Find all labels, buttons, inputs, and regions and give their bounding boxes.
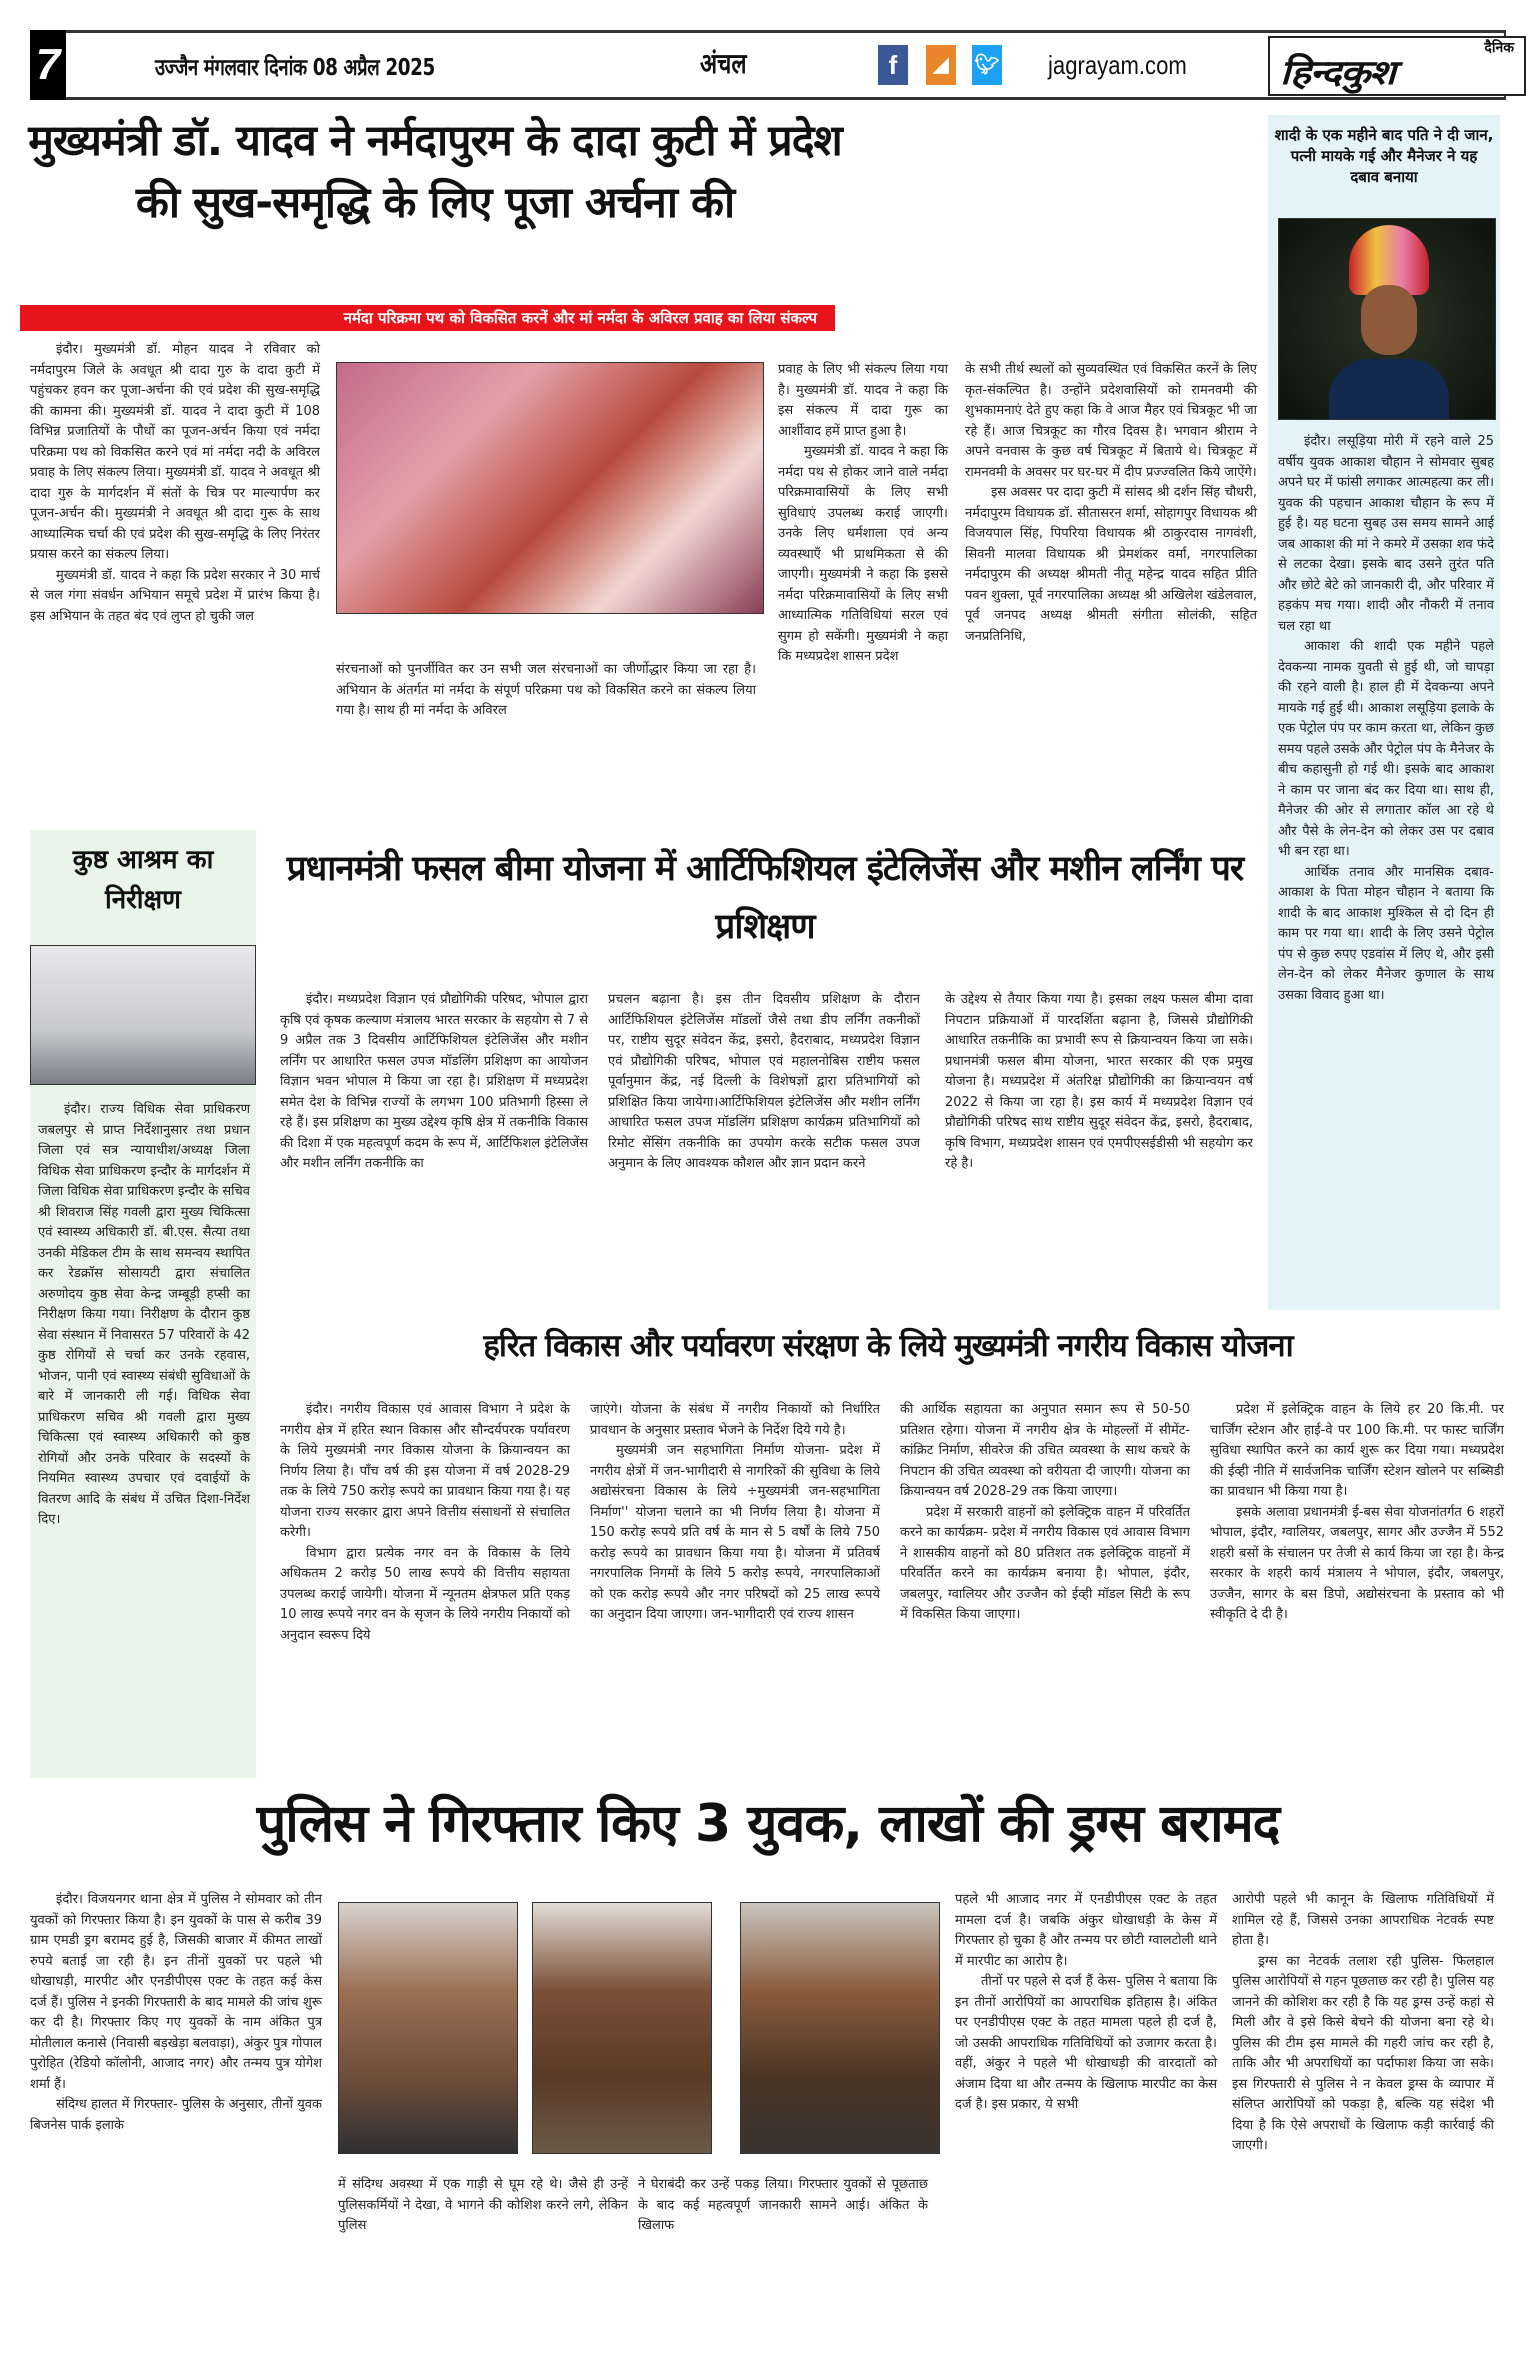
paragraph: प्रचलन बढ़ाना है। इस तीन दिवसीय प्रशिक्षण के दौरान आर्टिफिशियल इंटेलिजेंस मॉडलों जैसे तथा डीप लर्निंग तकनीकों पर, राष्टीय सुदूर संवेदन केंद्र, इसरो, हैदराबाद, मध्यप्रदेश विज्ञान एवं प्रौद्योगिकी परिषद, भोपाल एवं महालनोबिस राष्टीय फसल पूर्वानुमान केंद्र, नई दिल्ली के विशेषज्ञों द्वारा प्रतिभागियों को प्रशिक्षित किया जायेगा।आर्टिफिशियल इंटेलिजेंस और मशीन लर्निंग आधारित फसल उपज मॉडलिंग प्रशिक्षण कार्यक्रम प्रतिभागियों को रिमोट सेंसिंग तकनीकि का उपयोग करके सटीक फसल उपज अनुमान के लिए आवश्यक कौशल और ज्ञान प्रदान करने [608,992,920,1171]
sidebar-right-body [1278,432,1494,1006]
paragraph: इसके अलावा प्रधानमंत्री ई-बस सेवा योजनांतर्गत 6 शहरों भोपाल, इंदौर, ग्वालियर, जबलपुर, सागर और उज्जैन में 552 शहरी बसों के संचालन पर तेजी से कार्य किया जा रहा है। केन्द्र सरकार के शहरी कार्य मंत्रालय ने भोपाल, इंदौर, जबलपुर, उज्जैन, सागर के बस डिपो, अद्योसंरचना के प्रस्ताव को भी स्वीकृति दे दी है। [1210,1504,1504,1622]
face-shape [1361,285,1417,355]
story1-photo [336,362,764,614]
newspaper-logo [1268,36,1526,96]
page-number: 7 [30,30,66,100]
paragraph: ड्रग्स का नेटवर्क तलाश रही पुलिस- फिलहाल पुलिस आरोपियों से गहन पूछताछ कर रही है। पुलिस यह जानने की कोशिश कर रही है कि यह ड्रग्स उन्हें कहां से मिली और वे इसे किसे बेचने की योजना बना रहे थे। पुलिस की टीम इस मामले की गहरी जांच कर रही है, ताकि और भी अपराधियों का पर्दाफाश किया जा सके। इस गिरफ्तारी से पुलिस ने न केवल ड्रग्स के व्यापार में संलिप्त आरोपियों को पकड़ा है, बल्कि यह संदेश भी दिया है कि ऐसे अपराधों के खिलाफ कड़ी कार्रवाई की जाएगी। [1232,1953,1494,2153]
paragraph: आरोपी पहले भी कानून के खिलाफ गतिविधियों में शामिल रहे हैं, जिससे उनका आपराधिक नेटवर्क स्पष्ट होता है। [1232,1892,1494,1948]
paragraph: के उद्देश्य से तैयार किया गया है। इसका लक्ष्य फसल बीमा दावा निपटान प्रक्रियाओं में पारदर्शिता बढ़ाना है, जिससे प्रौद्योगिकी आधारित तकनीकि का प्रभावी रूप से क्रियान्वयन किया जा सके। प्रधानमंत्री फसल बीमा योजना, भारत सरकार की एक प्रमुख योजना है। मध्यप्रदेश में अंतरिक्ष प्रौद्योगिकी का क्रियान्वयन वर्ष 2022 से किया जा रहा है। इस कार्य में मध्यप्रदेश विज्ञान एवं प्रौद्योगिकी परिषद साथ राष्टीय सुदूर संवेदन केंद्र, इसरो, हैदराबाद, कृषि विभाग, मध्यप्रदेश शासन एवं एमपीएसईडीसी भी सहयोग कर रहे है। [945,992,1253,1171]
sidebar-left-photo [30,945,256,1085]
story3-col1 [280,1400,570,1646]
paragraph: के सभी तीर्थ स्थलों को सुव्यवस्थित एवं विकसित करनें के लिए कृत-संकल्पित है। उन्होंने प्रदेशवासियों को रामनवमी की शुभकामनाएं देते हुए कहा कि वे आज मैहर एवं चित्रकूट भी जा रहे हैं। आज चित्रकूट का गौरव दिवस है। भगवान श्रीराम ने अपने वनवास के कुछ वर्ष चित्रकूट में बिताये थे। चित्रकूट में रामनवमी के अवसर पर घर-घर में दीप प्रज्ज्वलित किये जाऐंगे। [965,362,1257,480]
story3-col2 [590,1400,880,1626]
accused-photo-1 [338,1902,518,2154]
story1-col4 [965,360,1257,647]
website-link[interactable]: jagrayam.com [1048,50,1187,80]
twitter-icon[interactable]: 🐦︎ [972,45,1002,85]
paragraph: पहले भी आजाद नगर में एनडीपीएस एक्ट के तहत मामला दर्ज है। जबकि अंकुर धोखाधड़ी के केस में गिरफ्तार हो चुका है और तन्मय पर छोटी ग्वालटोली थाने में मारपीट का आरोप है। [955,1892,1217,1969]
paragraph: ने घेराबंदी कर उन्हें पकड़ लिया। गिरफ्तार युवकों से पूछताछ के बाद कई महत्वपूर्ण जानकारी सामने आई। अंकित के खिलाफ [638,2177,928,2233]
paragraph: इंदौर। विजयनगर थाना क्षेत्र में पुलिस ने सोमवार को तीन युवकों को गिरफ्तार किया है। इन युवकों के पास से करीब 39 ग्राम एमडी ड्रग बरामद हुई है, जिसकी बाजार में कीमत लाखों रुपये बताई जा रही है। इन तीनों युवकों पर पहले भी धोखाधड़ी, मारपीट और एनडीपीएस एक्ट के तहत कई केस दर्ज हैं। पुलिस ने इनकी गिरफ्तारी के बाद मामले की जांच शुरू कर दी है। गिरफ्तार किए गए युवकों के नाम अंकित पुत्र मोतीलाल कनासे (निवासी बड़खेड़ा बलवाड़ा), अंकुर पुत्र गोपाल पुरोहित (रेडियो कॉलोनी, आजाद नगर) और तन्मय पुत्र योगेश शर्मा हैं। [30,1892,322,2092]
story4-col1 [30,1890,322,2136]
logo-title: हिन्दकुश [1280,53,1395,93]
paragraph: इस अवसर पर दादा कुटी में सांसद श्री दर्शन सिंह चौधरी, नर्मदापुरम विधायक डॉ. सीतासरन शर्मा, सोहागपुर विधायक श्री विजयपाल सिंह, पिपरिया विधायक श्री ठाकुरदास नागवंशी, सिवनी मालवा विधायक श्री प्रेमशंकर वर्मा, नगरपालिका नर्मदापुरम की अध्यक्ष श्रीमती नीतू महेन्द्र यादव सहित प्रीति पवन शुक्ला, पूर्व नगरपालिका अध्यक्ष श्री अखिलेश खंडेलवाल, पूर्व जनपद अध्यक्ष श्रीमती संगीता सोलंकी, सहित जनप्रतिनिधि, [965,485,1257,644]
story4-col3 [638,2175,928,2237]
paragraph: विभाग द्वारा प्रत्येक नगर वन के विकास के लिये अधिकतम 2 करोड़ 50 लाख रूपये की वित्तीय सहायता उपलब्ध कराई जायेगी। योजना में न्यूनतम क्षेत्रफल प्रति एकड़ 10 लाख रूपये नगर वन के सृजन के लिये नगरीय निकायों को अनुदान स्वरूप दिये [280,1545,570,1643]
story1-col1 [30,340,320,627]
paragraph: इंदौर। लसूड़िया मोरी में रहने वाले 25 वर्षीय युवक आकाश चौहान ने सोमवार सुबह अपने घर में फांसी लगाकर आत्महत्या कर ली। युवक की पहचान आकाश चौहान के रूप में हुई है। यह घटना सुबह उस समय सामने आई जब आकाश की मां ने कमरे में उसका शव फंदे से लटका देखा। इसके बाद उसने तुरंत पति और छोटे बेटे को जानकारी दी, और परिवार में हड़कंप मच गया। शादी और नौकरी में तनाव चल रहा था [1278,434,1494,634]
story2-headline: प्रधानमंत्री फसल बीमा योजना में आर्टिफिशियल इंटेलिजेंस और मशीन लर्निंग पर प्रशिक्षण [286,849,1244,947]
sidebar-left-body [38,1100,250,1531]
paragraph: संरचनाओं को पुनर्जीवित कर उन सभी जल संरचनाओं का जीर्णोद्धार किया जा रहा है। अभियान के अंतर्गत मां नर्मदा के संपूर्ण परिक्रमा पथ को विकसित करने का संकल्प लिया गया है। साथ ही मां नर्मदा के अविरल [336,662,756,718]
paragraph: प्रदेश में सरकारी वाहनों को इलेक्ट्रिक वाहन में परिवर्तित करने का कार्यक्रम- प्रदेश में नगरीय विकास एवं आवास विभाग ने शासकीय वाहनों को 80 प्रतिशत तक इलेक्ट्रिक वाहनों में परिवर्तित करने का कार्यक्रम बनाया है। भोपाल, इंदौर, जबलपुर, ग्वालियर और उज्जैन को ईव्ही मॉडल सिटी के रूप में विकसित किया जाएगा। [900,1504,1190,1622]
paragraph: तीनों पर पहले से दर्ज हैं केस- पुलिस ने बताया कि इन तीनों आरोपियों का आपराधिक इतिहास है। अंकित पर एनडीपीएस एक्ट के तहत मामला पहले ही दर्ज है, जो उसकी आपराधिक गतिविधियों को उजागर करता है। वहीं, अंकुर ने पहले भी धोखाधड़ी की वारदातों को अंजाम दिया था और तन्मय के खिलाफ मारपीट का केस दर्ज है। इस प्रकार, ये सभी [955,1974,1217,2112]
paragraph: मुख्यमंत्री डॉ. यादव ने कहा कि प्रदेश सरकार ने 30 मार्च से जल गंगा संवर्धन अभियान समूचे प्रदेश में प्रारंभ किया है। इस अभियान के तहत बंद एवं लुप्त हो चुकी जल [30,567,320,624]
story2-col1 [280,990,588,1175]
paragraph: जाएंगे। योजना के संबंध में नगरीय निकायों को निर्धारित प्रावधान के अनुसार प्रस्ताव भेजने के निर्देश दिये गये है। [590,1402,880,1438]
story3-col4 [1210,1400,1504,1626]
story1-subhead: नर्मदा परिक्रमा पथ को विकसित करनें और मां नर्मदा के अविरल प्रवाह का लिया संकल्प [20,305,835,331]
paragraph: आकाश की शादी एक महीने पहले देवकन्या नामक युवती से हुई थी, जो चापड़ा की रहने वाली है। हाल ही में देवकन्या अपने मायके गई हुई थी। आकाश लसूड़िया इलाके के एक पेट्रोल पंप पर काम करता था, लेकिन कुछ समय पहले उसके और पेट्रोल पंप के मैनेजर के बीच कहासुनी हो गई थी। इसके बाद आकाश ने काम पर जाना बंद कर दिया था। साथ ही, मैनेजर की ओर से लगातार कॉल आ रहे थे और पैसे के लेन-देन को लेकर उस पर दबाव भी बन रहा था। [1278,639,1494,859]
paragraph: इंदौर। राज्य विधिक सेवा प्राधिकरण जबलपुर से प्राप्त निर्देशानुसार तथा प्रधान जिला एवं सत्र न्यायाधीश/अध्यक्ष जिला विधिक सेवा प्राधिकरण इन्दौर के मार्गदर्शन में जिला विधिक सेवा प्राधिकरण इन्दौर के सचिव श्री शिवराज सिंह गवली द्वारा मुख्य चिकित्सा एवं स्वास्थ्य अधिकारी डॉ. बी.एस. सैत्या तथा उनकी मेडिकल टीम के साथ समन्वय स्थापित कर रेडक्रॉस सोसायटी द्वारा संचालित अरुणोदय कुष्ठ सेवा केन्द्र जम्बूड़ी हप्सी का निरीक्षण किया गया। निरीक्षण के दौरान कुष्ठ सेवा संस्थान में निवासरत 57 परिवारों के 42 कुष्ठ रोगियों से चर्चा कर उनके रहवास, भोजन, पानी एवं स्वास्थ्य संबंधी सुविधाओं के बारे में जानकारी ली गई। विधिक सेवा प्राधिकरण सचिव श्री गवली द्वारा मुख्य चिकित्सा एवं स्वास्थ्य अधिकारी को कुष्ठ रोगियों और उनके परिवार के सदस्यों के नियमित स्वास्थ्य उपचार एवं दवाईयों के वितरण आदि के संबंध में उचित दिशा-निर्देश दिए। [38,1102,250,1527]
story1-headline: मुख्यमंत्री डॉ. यादव ने नर्मदापुरम के दादा कुटी में प्रदेश की सुख-समृद्धि के लिए पूजा अर्चना की [28,116,842,228]
paragraph: प्रदेश में इलेक्ट्रिक वाहन के लिये हर 20 कि.मी. पर चार्जिंग स्टेशन और हाई-वे पर 100 कि.मी. पर फास्ट चार्जिंग सुविधा स्थापित करने का कार्य शुरू कर दिया गया। मध्यप्रदेश की ईव्ही नीति में सार्वजनिक चार्जिंग स्टेशन खोलने पर सब्सिडी का प्रावधान भी किया गया है। [1210,1402,1504,1499]
paragraph: मुख्यमंत्री जन सहभागिता निर्माण योजना- प्रदेश में नगरीय क्षेत्रों में जन-भागीदारी से नागरिकों की सुविधा के लिये अद्योसंरचना विकास के लिये ÷मुख्यमंत्री जन-सहभागिता निर्माण'' योजना चलाने का भी निर्णय लिया है। योजना में 150 करोड़ रूपये प्रति वर्ष के मान से 5 वर्षों के लिये 750 करोड़ रूपये का प्रावधान किया गया है। योजना में प्रतिवर्ष नगरपालिक निगमों के लिये 5 करोड़ रूपये, नगरपालिकाओं को एक करोड़ रूपये और नगर परिषदों को 25 लाख रूपये का अनुदान दिया जाएगा। जन-भागीदारी एवं राज्य शासन [590,1443,880,1622]
paragraph: की आर्थिक सहायता का अनुपात समान रूप से 50-50 प्रतिशत रहेगा। योजना में नगरीय क्षेत्र के मोहल्लों में सीमेंट- कांक्रिट निर्माण, सीवरेज की उचित व्यवस्था के साथ कचरे के निपटान की उचित व्यवस्था को वरीयता दी जाएगी। योजना का क्रियान्वयन वर्ष 2028-29 तक किया जाएगा। [900,1402,1190,1499]
story3-col3 [900,1400,1190,1626]
paragraph: में संदिग्ध अवस्था में एक गाड़ी से घूम रहे थे। जैसे ही उन्हें पुलिसकर्मियों ने देखा, वे भागने की कोशिश करने लगे, लेकिन पुलिस [338,2177,628,2233]
paragraph: आर्थिक तनाव और मानसिक दबाव- आकाश के पिता मोहन चौहान ने बताया कि शादी के बाद आकाश मुश्किल से दो दिन ही काम पर गया था। शादी के लिए उसने पेट्रोल पंप से कुछ रुपए एडवांस में लिए थे, और इसी लेन-देन को लेकर मैनेजर कुणाल के साथ उसका विवाद हुआ था। [1278,864,1494,1003]
jacket-shape [1329,359,1449,420]
story3-headline: हरित विकास और पर्यावरण संरक्षण के लिये मुख्यमंत्री नगरीय विकास योजना [483,1328,1293,1364]
story4-col5 [1232,1890,1494,2157]
dateline: उज्जैन मंगलवार दिनांक 08 अप्रैल 2025 [155,55,435,81]
accused-photo-2 [532,1902,712,2154]
story1-col3 [778,360,948,668]
story2-col2 [608,990,920,1175]
paragraph: इंदौर। मध्यप्रदेश विज्ञान एवं प्रौद्योगिकी परिषद, भोपाल द्वारा कृषि एवं कृषक कल्याण मंत्रालय भारत सरकार के सहयोग से 7 से 9 अप्रैल तक 3 दिवसीय आर्टिफिशियल इंटेलिजेंस और मशीन लर्निंग पर आधारित फसल उपज मॉडलिंग प्रशिक्षण का आयोजन विज्ञान भवन भोपाल मे किया जा रहा है। प्रशिक्षण में मध्यप्रदेश समेत देश के विभिन्न राज्यों के लगभग 100 प्रतिभागी हिस्सा ले रहे हैं। इस प्रशिक्षण का मुख्य उद्देश्य कृषि क्षेत्र में तकनीकि विकास की दिशा में एक महत्वपूर्ण कदम के रूप में, आर्टिफिशल इंटेलिजेंस और मशीन लर्निंग तकनीकि का [280,992,588,1171]
paragraph: इंदौर। मुख्यमंत्री डॉ. मोहन यादव ने रविवार को नर्मदापुरम जिले के अवधूत श्री दादा गुरु के दादा कुटी में पहुंचकर हवन कर पूजा-अर्चना की एवं प्रदेश की सुख-समृद्धि की कामना की। मुख्यमंत्री डॉ. यादव ने दादा कुटी में 108 विभिन्न प्रजातियों के पौधों का पूजन-अर्चन किया एवं नर्मदा परिक्रमा पथ को विकसित करने एवं मां नर्मदा नदी के अविरल प्रवाह के लिए संकल्प लिया। मुख्यमंत्री डॉ. यादव ने अवधूत श्री दादा गुरु के मार्गदर्शन में संतों के चित्र पर माल्यार्पण कर पूजन-अर्चन की। मुख्यमंत्री ने अवधूत श्री दादा गुरू के साथ आध्यात्मिक चर्चा की एवं प्रदेश की सुख-समृद्धि के लिए निरंतर प्रयास करने का संकल्प लिया। [30,342,320,562]
story2-col3 [945,990,1253,1175]
paragraph: संदिग्ध हालत में गिरफ्तार- पुलिस के अनुसार, तीनों युवक बिजनेस पार्क इलाके [30,2097,322,2133]
rss-icon[interactable]: ◢ [926,45,956,85]
story1-col2 [336,660,756,722]
paragraph: मुख्यमंत्री डॉ. यादव ने कहा कि नर्मदा पथ से होकर जाने वाले नर्मदा परिक्रमावासियों के लिए सभी सुविधाएं उपलब्ध कराई जाएगी। उनके लिए धर्मशाला एवं अन्य व्यवस्थाएँ भी प्राथमिकता से की जाएगी। मुख्यमंत्री ने कहा कि इससे नर्मदा परिक्रमावासियों के लिए सभी आध्यात्मिक गतिविधियां सरल एवं सुगम हो सकेंगी। मुख्यमंत्री ने कहा कि मध्यप्रदेश शासन प्रदेश [778,444,948,664]
logo-small-text: दैनिक [1484,40,1514,56]
sidebar-right-photo [1278,218,1496,420]
section-name: अंचल [700,47,747,80]
paragraph: इंदौर। नगरीय विकास एवं आवास विभाग ने प्रदेश के नगरीय क्षेत्र में हरित स्थान विकास और सौन्दर्यपरक पर्यावरण के लिये मुख्यमंत्री नगर विकास योजना के क्रियान्वयन का निर्णय लिया है। पाँच वर्ष की इस योजना में वर्ष 2028-29 तक के लिये 750 करोड़ रूपये का प्रावधान किया गया है। यह योजना राज्य सरकार द्वारा अपने वित्तीय संसाधनों से संचालित करेगी। [280,1402,570,1540]
accused-photo-3 [740,1902,940,2154]
paragraph: प्रवाह के लिए भी संकल्प लिया गया है। मुख्यमंत्री डॉ. यादव ने कहा कि इस संकल्प में दादा गुरू का आर्शीवाद हमें प्राप्त हुआ है। [778,362,948,439]
story4-col2 [338,2175,628,2237]
sidebar-right-headline: शादी के एक महीने बाद पति ने दी जान, पत्नी मायके गई और मैनेजर ने यह दबाव बनाया [1274,126,1494,186]
facebook-icon[interactable]: f [878,45,908,85]
story4-headline: पुलिस ने गिरफ्तार किए 3 युवक, लाखों की ड्रग्स बरामद [256,1794,1280,1854]
sidebar-left-headline: कुष्ठ आश्रम का निरीक्षण [72,845,214,915]
story4-col4 [955,1890,1217,2116]
